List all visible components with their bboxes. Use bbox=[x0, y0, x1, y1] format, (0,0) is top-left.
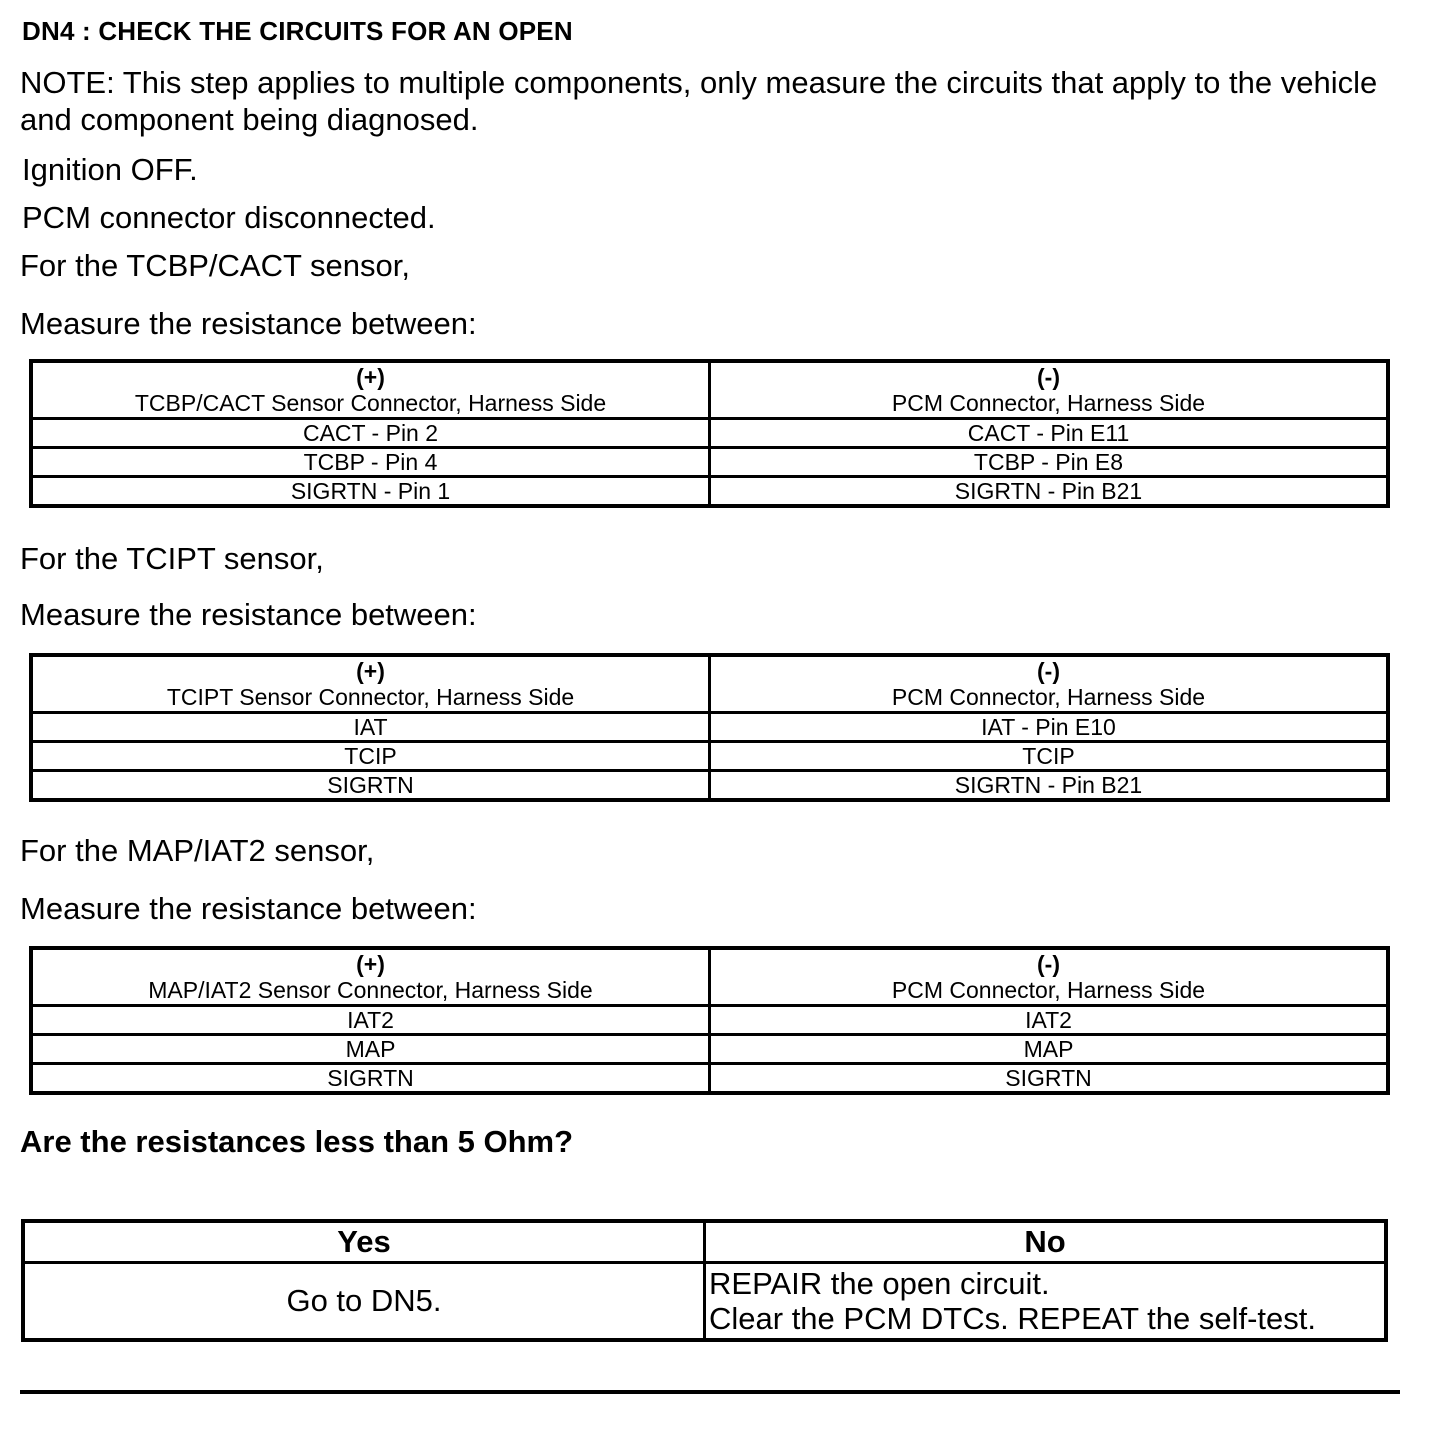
plus-header-cell bbox=[31, 948, 710, 1006]
plus-cell: SIGRTN - Pin 1 bbox=[31, 477, 710, 507]
yes-header: Yes bbox=[23, 1221, 705, 1263]
minus-header-label: PCM Connector, Harness Side bbox=[891, 977, 1206, 1003]
minus-header-label: PCM Connector, Harness Side bbox=[891, 684, 1206, 710]
section-intro: For the TCBP/CACT sensor, bbox=[20, 248, 410, 283]
minus-symbol: (-) bbox=[1037, 658, 1060, 684]
yes-action: Go to DN5. bbox=[23, 1263, 705, 1341]
measurement-table-tcbp-cact bbox=[29, 359, 1390, 508]
section-intro: For the TCIPT sensor, bbox=[20, 541, 324, 576]
plus-cell: MAP bbox=[31, 1035, 710, 1064]
plus-symbol: (+) bbox=[356, 658, 385, 684]
minus-symbol: (-) bbox=[1037, 364, 1060, 390]
minus-cell: SIGRTN bbox=[710, 1064, 1389, 1094]
no-header: No bbox=[705, 1221, 1387, 1263]
step-title: DN4 : CHECK THE CIRCUITS FOR AN OPEN bbox=[22, 16, 573, 46]
plus-cell: SIGRTN bbox=[31, 771, 710, 801]
plus-cell: CACT - Pin 2 bbox=[31, 419, 710, 448]
plus-symbol: (+) bbox=[356, 951, 385, 977]
table-header-row bbox=[31, 948, 1388, 1006]
plus-header-label: TCIPT Sensor Connector, Harness Side bbox=[166, 684, 575, 710]
table-row bbox=[31, 1006, 1388, 1035]
plus-header-cell bbox=[31, 361, 710, 419]
minus-cell: TCBP - Pin E8 bbox=[710, 448, 1389, 477]
plus-symbol: (+) bbox=[356, 364, 385, 390]
plus-cell: IAT bbox=[31, 713, 710, 742]
decision-table bbox=[21, 1219, 1388, 1342]
table-header-row bbox=[31, 655, 1388, 713]
minus-cell: CACT - Pin E11 bbox=[710, 419, 1389, 448]
table-row bbox=[31, 742, 1388, 771]
ignition-step: Ignition OFF. bbox=[22, 152, 198, 187]
table-row bbox=[31, 771, 1388, 801]
minus-header-cell bbox=[710, 361, 1389, 419]
plus-cell: SIGRTN bbox=[31, 1064, 710, 1094]
pcm-step: PCM connector disconnected. bbox=[22, 200, 436, 235]
measure-instruction: Measure the resistance between: bbox=[20, 306, 477, 341]
table-row bbox=[31, 1035, 1388, 1064]
no-action-line: Clear the PCM DTCs. REPEAT the self-test. bbox=[709, 1301, 1316, 1336]
plus-cell: TCBP - Pin 4 bbox=[31, 448, 710, 477]
minus-header-cell bbox=[710, 655, 1389, 713]
minus-cell: IAT2 bbox=[710, 1006, 1389, 1035]
minus-cell: MAP bbox=[710, 1035, 1389, 1064]
measure-instruction: Measure the resistance between: bbox=[20, 597, 477, 632]
horizontal-divider bbox=[20, 1390, 1400, 1394]
decision-header-row bbox=[23, 1221, 1386, 1263]
measure-instruction: Measure the resistance between: bbox=[20, 891, 477, 926]
minus-symbol: (-) bbox=[1037, 951, 1060, 977]
plus-cell: TCIP bbox=[31, 742, 710, 771]
decision-action-row bbox=[23, 1263, 1386, 1341]
minus-header-cell bbox=[710, 948, 1389, 1006]
table-row bbox=[31, 477, 1388, 507]
table-row bbox=[31, 419, 1388, 448]
section-intro: For the MAP/IAT2 sensor, bbox=[20, 833, 375, 868]
table-row bbox=[31, 448, 1388, 477]
table-row bbox=[31, 1064, 1388, 1094]
measurement-table-map-iat2 bbox=[29, 946, 1390, 1095]
plus-cell: IAT2 bbox=[31, 1006, 710, 1035]
minus-cell: IAT - Pin E10 bbox=[710, 713, 1389, 742]
minus-header-label: PCM Connector, Harness Side bbox=[891, 390, 1206, 416]
decision-question: Are the resistances less than 5 Ohm? bbox=[20, 1124, 574, 1159]
table-header-row bbox=[31, 361, 1388, 419]
no-action-cell bbox=[705, 1263, 1387, 1341]
table-row bbox=[31, 713, 1388, 742]
plus-header-cell bbox=[31, 655, 710, 713]
measurement-table-tcipt bbox=[29, 653, 1390, 802]
no-action-line: REPAIR the open circuit. bbox=[709, 1266, 1050, 1301]
minus-cell: TCIP bbox=[710, 742, 1389, 771]
plus-header-label: TCBP/CACT Sensor Connector, Harness Side bbox=[134, 390, 607, 416]
plus-header-label: MAP/IAT2 Sensor Connector, Harness Side bbox=[148, 977, 593, 1003]
minus-cell: SIGRTN - Pin B21 bbox=[710, 771, 1389, 801]
minus-cell: SIGRTN - Pin B21 bbox=[710, 477, 1389, 507]
note-text: NOTE: This step applies to multiple components, only measure the circuits that apply to the vehicle and component being diagnosed. bbox=[20, 65, 1378, 137]
